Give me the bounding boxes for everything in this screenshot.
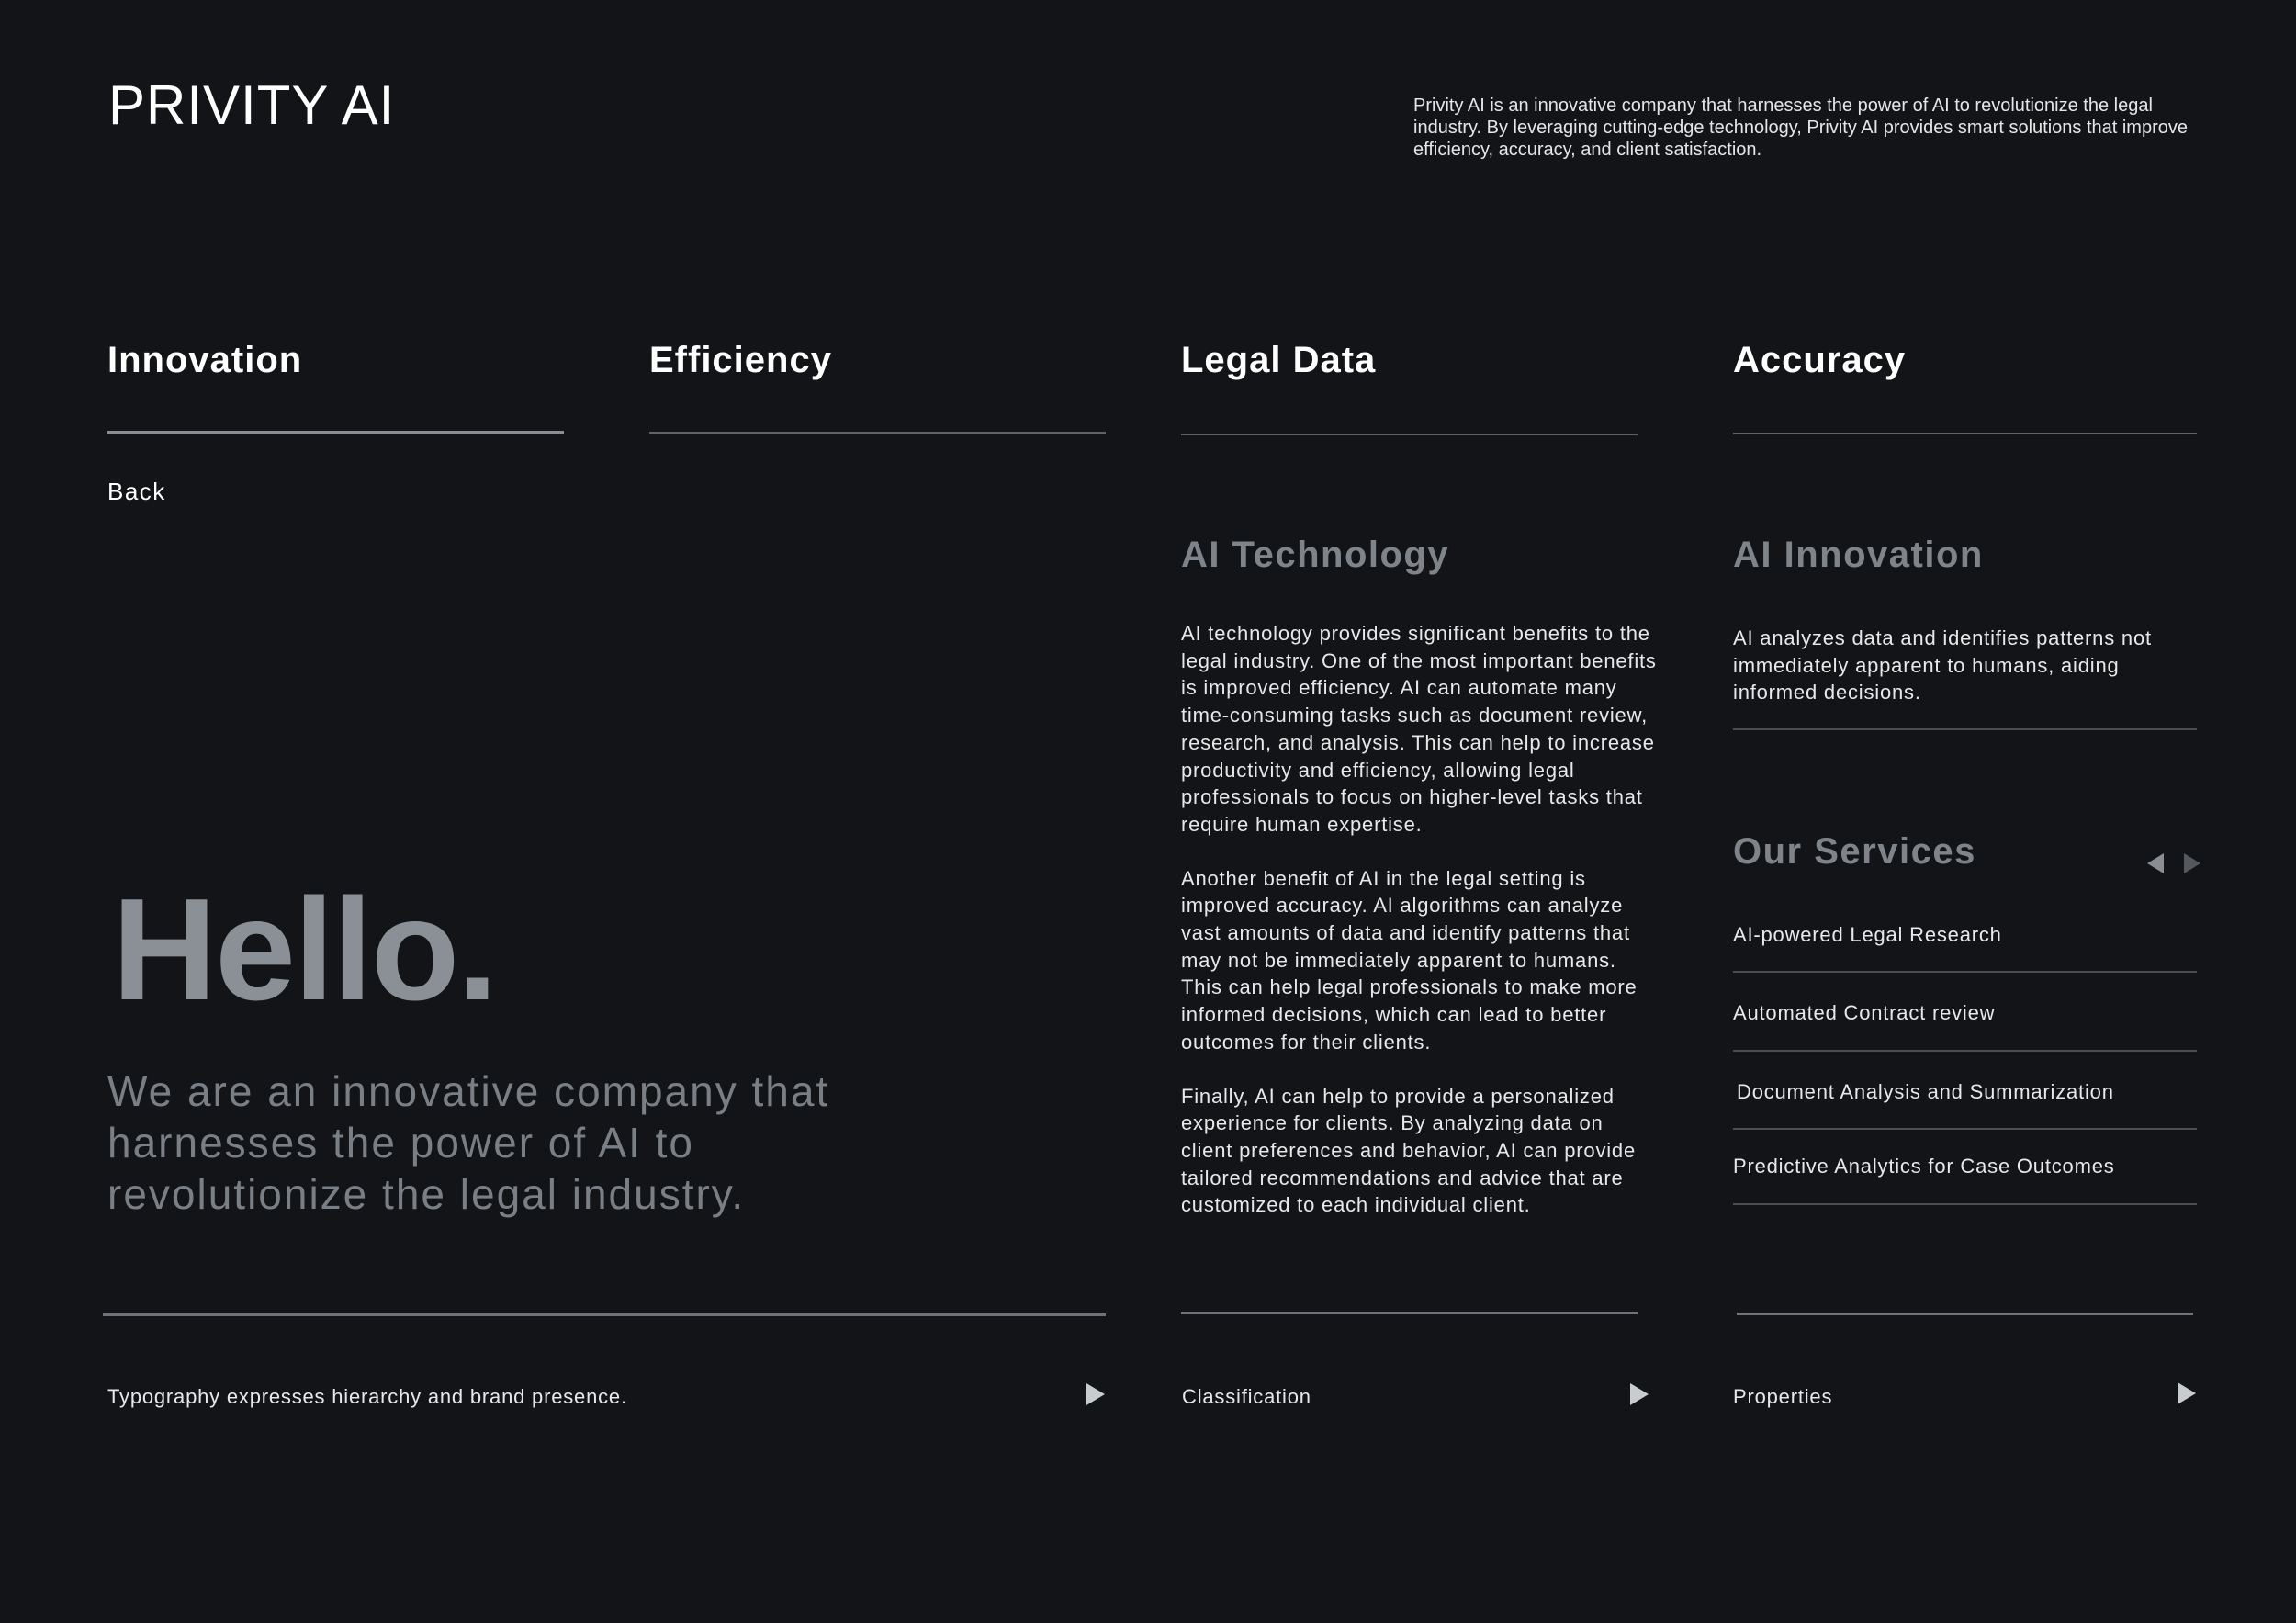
service-divider	[1733, 1128, 2197, 1130]
services-title: Our Services	[1733, 831, 1976, 872]
ai-innovation-text: AI analyzes data and identifies patterns not immediately apparent to humans, aiding informed decisions.	[1733, 626, 2152, 704]
services-prev-icon[interactable]	[2147, 853, 2164, 873]
ai-technology-paragraph-3: Finally, AI can help to provide a personalized experience for clients. By analyzing data on client preferences and behavior, AI can provide tailored recommendations and advice that are customized to each individual client.	[1181, 1084, 1637, 1217]
hero-tagline: We are an innovative company that harnesses the power of AI to revolutionize the legal industry.	[107, 1067, 830, 1218]
footer-divider-right	[1737, 1313, 2193, 1315]
properties-play-icon[interactable]	[2178, 1382, 2196, 1404]
ai-innovation-divider	[1733, 728, 2197, 730]
footer-divider-left	[103, 1313, 1106, 1316]
hero-hello: Hello.	[112, 869, 497, 1031]
nav-legal-data-underline	[1181, 434, 1638, 435]
ai-innovation-title: AI Innovation	[1733, 535, 1984, 575]
nav-innovation-underline	[107, 431, 564, 434]
classification-play-icon[interactable]	[1630, 1383, 1649, 1405]
nav-accuracy[interactable]: Accuracy	[1733, 340, 1907, 380]
service-item-document-analysis[interactable]: Document Analysis and Summarization	[1737, 1080, 2114, 1103]
ai-technology-title: AI Technology	[1181, 535, 1450, 575]
nav-accuracy-underline	[1733, 433, 2197, 434]
footer-classification-label[interactable]: Classification	[1182, 1385, 1311, 1408]
brand-intro: Privity AI is an innovative company that harnesses the power of AI to revolutionize the legal industry. By leveraging cutting-edge technology, Privity AI provides smart solutions that improve efficiency, accuracy, and client satisfaction.	[1413, 96, 2188, 160]
ai-technology-paragraph-2: Another benefit of AI in the legal setting is improved accuracy. AI algorithms can analyze vast amounts of data and identify patterns that may not be immediately apparent to humans. This can help legal professionals to make more informed decisions, which can lead to better outcomes for their clients.	[1181, 866, 1638, 1054]
nav-innovation[interactable]: Innovation	[107, 340, 303, 380]
service-divider	[1733, 971, 2197, 973]
footer-divider-middle	[1181, 1312, 1638, 1314]
service-item-legal-research[interactable]: AI-powered Legal Research	[1733, 923, 2002, 946]
service-item-predictive-analytics[interactable]: Predictive Analytics for Case Outcomes	[1733, 1155, 2115, 1178]
typography-play-icon[interactable]	[1086, 1383, 1105, 1405]
ai-technology-body	[1181, 620, 1659, 1245]
services-next-icon[interactable]	[2184, 853, 2200, 873]
service-divider	[1733, 1203, 2197, 1205]
back-link[interactable]: Back	[107, 478, 166, 505]
brand-logo[interactable]: PRIVITY AI	[108, 74, 396, 136]
footer-typography-label: Typography expresses hierarchy and brand presence.	[107, 1385, 627, 1408]
footer-properties-label[interactable]: Properties	[1733, 1385, 1833, 1408]
service-item-contract-review[interactable]: Automated Contract review	[1733, 1001, 1996, 1024]
ai-technology-paragraph-1: AI technology provides significant benefits to the legal industry. One of the most important benefits is improved efficiency. AI can automate many time-consuming tasks such as document review, research, and analysis. This can help to increase productivity and efficiency, allowing legal professionals to focus on higher-level tasks that require human expertise.	[1181, 622, 1657, 836]
nav-efficiency[interactable]: Efficiency	[649, 340, 832, 380]
nav-efficiency-underline	[649, 432, 1106, 434]
service-divider	[1733, 1050, 2197, 1052]
nav-legal-data[interactable]: Legal Data	[1181, 340, 1377, 380]
